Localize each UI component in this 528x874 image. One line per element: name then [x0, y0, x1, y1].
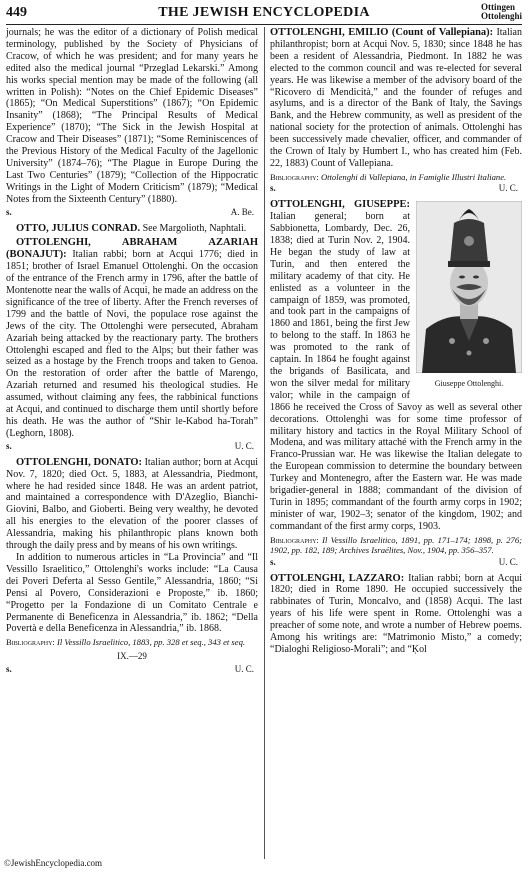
signature: s. U. C.: [270, 183, 518, 194]
bibliography: Bibliography: Ottolenghi di Vallepiana, in Famiglie Illustri Italiane.: [270, 171, 507, 182]
article-otto-julius: OTTO, JULIUS CONRAD. See Margolioth, Naphtali.: [16, 222, 247, 234]
running-title: THE JEWISH ENCYCLOPEDIA: [158, 5, 370, 20]
article-lazzaro: OTTOLENGHI, LAZZARO: Italian rabbi; born at Acqui 1820; died in Rome 1890. He occupied successively the rabbinates of Turin, Moncalvo, and (1858) Acqui. The last years of his life were spent in Rome. Ottolenghi was a preacher of some note, and wrote a number of Hebrew poems. Among his writings are: “Matrimonio Misto,” a comedy; “Dialoghi Religioso-Morali”; and “Ḳol: [270, 572, 522, 655]
right-column: [270, 27, 522, 656]
article-donato-works: In addition to numerous articles in “La Provincia” and “Il Vessillo Israelitico,” Ottolenghi's works include: “La Causa dei Poveri Deferta al Sesso Gentile,” Alessandria, 1860; “Si Pensi al Povero, Considerazioni e Proposte,” ib. 1860; “Progetto per la Fondazione di un Comitato Centrale e Permanente di Beneficenza in Alessandria,” ib. 1862; “Della Povertà e della Beneficenza in Alessandria,” ib. 1868.: [6, 551, 258, 635]
guide-word-top: Ottingen: [480, 2, 515, 12]
portrait-image: [416, 201, 522, 373]
signature-mark: IX.—29: [117, 650, 147, 661]
left-column: [6, 27, 258, 677]
signature: s. U. C.: [270, 556, 518, 567]
page-number: 449: [6, 5, 27, 20]
headword: OTTOLENGHI, LAZZARO:: [270, 572, 405, 584]
article-giuseppe: OTTOLENGHI, GIUSEPPE: Italian general; born at Sabbionetta, Lombardy, Dec. 26, 1838; died at Turin Nov. 2, 1904. He began the study of law at Turin, and then entered the military academy of that city. He enlisted as a volunteer in the campaign of 1859, was promoted, and took part in the campaigns of 1860 and 1861, being the first Jew to belong to the staff. In 1863 he was promoted to the rank of captain. In 1864 he fought against the brigands of Basilicata, and won the silver medal for military valor; while in the campaign of 1866 he received the Cross of Savoy as well as several other decorations. Ottolenghi was for some time professor of military history and tactics in the Royal Military School of Modena, and was military attaché with the French army in the Franco-Prussian war. He was likewise the Italian delegate to the European commission to determine the boundary between Turkey and Montenegro, after the Eastern war. He was made brigadier-general in 1888; commandant of the division of Turin in 1895; commandant of the fourth army corps in 1902; minister of war, 1902–3; senator of the kingdom, 1902; and commandant of the first army corps, 1903.: [270, 199, 522, 532]
signature: s. U. C.: [6, 440, 254, 451]
headword: OTTO, JULIUS CONRAD.: [16, 222, 141, 234]
article-abraham-azariah: OTTOLENGHI, ABRAHAM AZARIAH (BONAJUT): Italian rabbi; born at Acqui 1776; died in 1851; brother of Israel Emanuel Ottolenghi. On the occasion of the entrance of the French army in 1796, after the battle of Montenotte near the walls of Acqui, he made an address on the significance of the tree of liberty. After the French reverses of 1799 and the battle of Novi, the populace rose against the Jews of the city. The Ottolenghi were persecuted, Abraham Azariah being attacked by the reactionary party. The brothers Ottolenghi escaped and fled to the Alps; but their father was seized as a hostage by the French troops and taken to Genoa. On the restoration of order after the battle of Marengo, Azariah returned and resumed his theological studies. He assumed, without claiming any fees, the rabbinical functions at Acqui, and continued to discharge them until shortly before his death. He was the author of “Shir le-Kabod ha-Torah” (Leghorn, 1808).: [6, 237, 258, 439]
watermark-footer: ©JewishEncyclopedia.com: [4, 858, 103, 868]
page-header: [6, 3, 522, 25]
header-rule: [6, 24, 522, 25]
article-emilio: OTTOLENGHI, EMILIO (Count of Vallepiana): Italian philanthropist; born at Acqui Nov. 5, 1830; since 1848 he has been a resident of Alessandria, Piedmont. In 1882 he was elected to the common council and was re-elected for several years. He was likewise a member of the advisory board of the “Ricovero di Mendicità,” and the founder of refuges and asylums, and is a director of the Bank of Italy, the Savings Bank, and the Hebrew community, as well as president of the national society for the protection of animals. Ottolenghi has been successively made chevalier, officer, and commander of the Crown of Italy by Humbert I., who has created him (Feb. 22, 1883) Count of Vallepiana.: [270, 27, 522, 169]
column-divider: [264, 27, 265, 859]
headword: OTTOLENGHI, ABRAHAM AZARIAH (BONAJUT):: [6, 237, 258, 261]
guide-words: [481, 3, 522, 21]
bibliography: Bibliography: Il Vessillo Israelitico, 1883, pp. 328 et seq., 343 et seq.: [6, 637, 246, 648]
continued-article-text: journals; he was the editor of a dictionary of Polish medical terminology, published by the Society of Physicians of Cracow, of which he was president; and for many years he edited also the medical journal “Przeglad Lekarski.” Among his works special mention may be made of the following (all written in Polish): “Notes on the Chief Epidemic Diseases” (1865); “On Medical Superstitions” (1867); “On Epidemic Insanity” (1868); “The Principal Results of Medical Experience” (1870); “The Sick in the Jewish Hospital at Cracow and Their Diseases” (1871); “Some Reminiscences of the Previous History of the Medical Faculty of the Jagellonic University” (1874–76); “The Plague in Europe During the Last Two Centuries” (1879); “Collection of the Hippocratic Writings in the Light of Modern Criticism” (1879); “Medical Notes from the Sixteenth Century” (1880).: [6, 27, 258, 205]
headword: OTTOLENGHI, EMILIO (Count of Vallepiana):: [270, 27, 494, 38]
bibliography: Bibliography: Il Vessillo Israelitico, 1891, pp. 171–174; 1898, p. 276; 1902, pp. 182, 189; Archives Israélites, Nov., 1904, pp. 356–357.: [270, 534, 522, 556]
portrait-figure: [416, 201, 522, 388]
article-donato: OTTOLENGHI, DONATO: Italian author; born at Acqui Nov. 7, 1820; died Oct. 5, 1883, at Alessandria, Piedmont, where he had resided since 1848. He was an ardent patriot, and maintained a correspondence with D'Azeglio, Bianchi-Giovini, Balbo, and Gioberti. Being very wealthy, he devoted all his energies to the elevation of the poorer classes of Alessandria, making his philanthropic plans known both through the daily press and by means of his own writings.: [6, 456, 258, 552]
headword: OTTOLENGHI, DONATO:: [16, 456, 143, 468]
guide-word-bottom: Ottolenghi: [480, 11, 522, 21]
headword: OTTOLENGHI, GIUSEPPE:: [270, 199, 410, 211]
portrait-caption: Giuseppe Ottolenghi.: [434, 379, 504, 389]
signature: s. A. Be.: [6, 206, 254, 217]
signature: s. U. C.: [6, 663, 254, 674]
